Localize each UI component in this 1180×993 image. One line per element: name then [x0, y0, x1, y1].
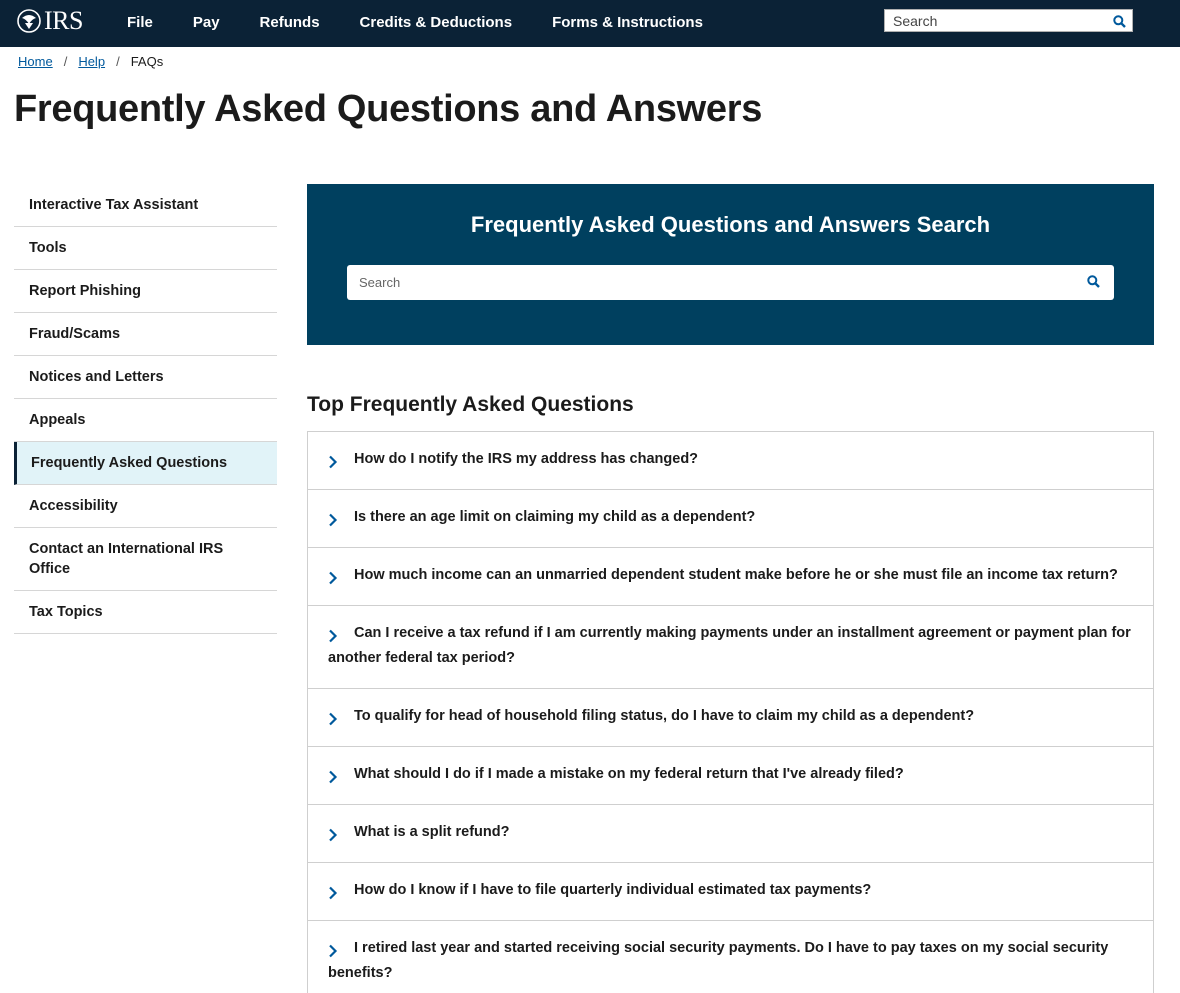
faq-item[interactable] [307, 548, 1154, 606]
sidebar-item-accessibility[interactable]: Accessibility [14, 485, 277, 528]
chevron-right-icon [328, 621, 354, 646]
breadcrumb-separator: / [116, 54, 120, 69]
faq-item[interactable] [307, 431, 1154, 490]
breadcrumb-separator: / [63, 54, 68, 69]
faq-accordion [307, 431, 1154, 993]
chevron-right-icon [328, 878, 354, 903]
sidebar-item-notices-letters[interactable]: Notices and Letters [14, 356, 277, 399]
faq-question: How do I notify the IRS my address has changed? [354, 451, 699, 467]
chevron-right-icon [328, 447, 354, 472]
chevron-right-icon [328, 505, 354, 530]
page-title: Frequently Asked Questions and Answers [14, 88, 763, 130]
faq-search-box [347, 265, 1114, 300]
breadcrumb [18, 54, 163, 69]
faq-question: I retired last year and started receiving social security payments. Do I have to pay taxes on my social security benefits? [328, 940, 1109, 981]
sidebar-item-interactive-tax-assistant[interactable]: Interactive Tax Assistant [14, 184, 277, 227]
breadcrumb-current: FAQs [130, 54, 164, 69]
sidebar-item-fraud-scams[interactable]: Fraud/Scams [14, 313, 277, 356]
chevron-right-icon [328, 704, 354, 729]
faq-question: To qualify for head of household filing status, do I have to claim my child as a dependent? [354, 708, 975, 724]
header-search-input[interactable] [885, 10, 1105, 31]
chevron-right-icon [328, 936, 354, 961]
sidebar-item-appeals[interactable]: Appeals [14, 399, 277, 442]
eagle-icon [16, 8, 42, 34]
faq-question: Is there an age limit on claiming my child as a dependent? [354, 509, 756, 525]
faq-question: How much income can an unmarried dependent student make before he or she must file an income tax return? [354, 567, 1118, 583]
sidebar-item-international-office[interactable]: Contact an International IRS Office [14, 528, 277, 591]
main-nav [107, 0, 723, 44]
faq-question: What should I do if I made a mistake on my federal return that I've already filed? [354, 766, 904, 782]
faq-item[interactable] [307, 805, 1154, 863]
faq-question: What is a split refund? [354, 824, 510, 840]
nav-file[interactable]: File [127, 13, 153, 31]
breadcrumb-home[interactable]: Home [18, 54, 53, 69]
nav-pay[interactable]: Pay [192, 13, 220, 31]
faq-search-panel [307, 184, 1154, 345]
faq-item[interactable] [307, 747, 1154, 805]
sidebar-item-tools[interactable]: Tools [14, 227, 277, 270]
irs-logo[interactable] [16, 6, 83, 36]
header-search [884, 9, 1133, 32]
faq-question: Can I receive a tax refund if I am currently making payments under an installment agreement or payment plan for another federal tax period? [328, 625, 1131, 666]
chevron-right-icon [328, 762, 354, 787]
sidebar-nav [14, 184, 277, 634]
faq-item[interactable] [307, 921, 1154, 993]
chevron-right-icon [328, 563, 354, 588]
chevron-right-icon [328, 820, 354, 845]
site-header [0, 0, 1180, 47]
faq-item[interactable] [307, 606, 1154, 689]
faq-item[interactable] [307, 490, 1154, 548]
top-faq-heading: Top Frequently Asked Questions [307, 393, 634, 416]
faq-item[interactable] [307, 689, 1154, 747]
sidebar-item-tax-topics[interactable]: Tax Topics [14, 591, 277, 634]
faq-search-title: Frequently Asked Questions and Answers Search [470, 212, 991, 237]
nav-forms-instructions[interactable]: Forms & Instructions [552, 13, 703, 31]
search-icon[interactable] [1113, 15, 1126, 33]
faq-item[interactable] [307, 863, 1154, 921]
logo-text: IRS [44, 6, 83, 35]
nav-refunds[interactable]: Refunds [259, 13, 320, 31]
sidebar-item-report-phishing[interactable]: Report Phishing [14, 270, 277, 313]
sidebar-item-faqs[interactable]: Frequently Asked Questions [14, 442, 277, 485]
faq-search-input[interactable] [347, 265, 1067, 300]
breadcrumb-help[interactable]: Help [78, 54, 106, 69]
search-icon[interactable] [1087, 275, 1100, 293]
nav-credits-deductions[interactable]: Credits & Deductions [359, 13, 513, 31]
faq-question: How do I know if I have to file quarterly individual estimated tax payments? [354, 882, 872, 898]
